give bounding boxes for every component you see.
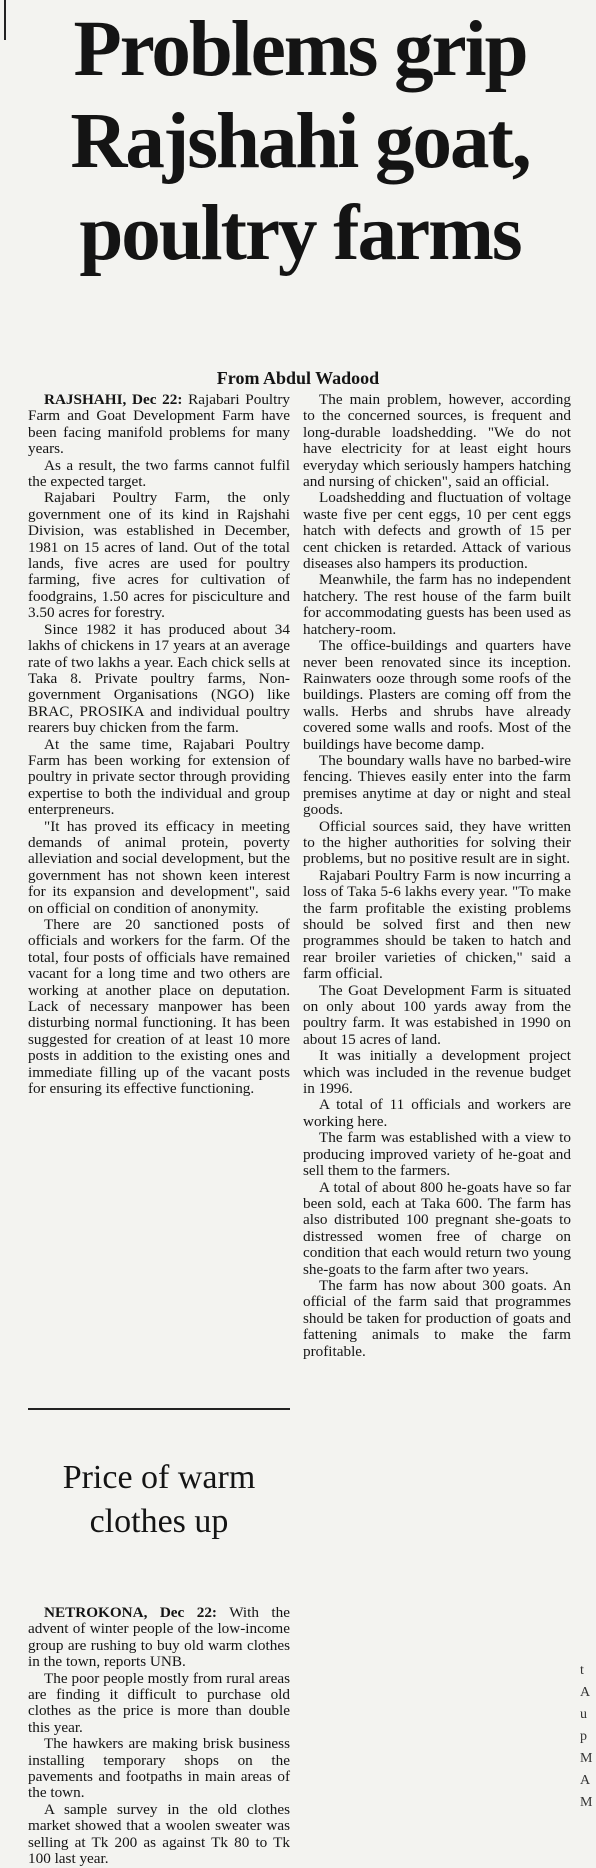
paragraph: The farm has now about 300 goats. An official of the farm said that programmes should be taken for production of goats and fattening animals to make the farm profitable.	[303, 1276, 571, 1360]
fragment-letter: M	[580, 1751, 593, 1766]
paragraph: Rajabari Poultry Farm, the only government one of its kind in Rajshahi Division, was established in December, 1981 on 15 acres of land. Out of the total lands, five acres are used for poultry farming, five acres for cultivation of foodgrains, 1.50 acres for pisciculture and 3.50 acres for forestry.	[28, 489, 290, 622]
paragraph	[28, 1605, 290, 1671]
paragraph: At the same time, Rajabari Poultry Farm has been working for extension of poultry in private sector through providing expertise to both the individual and group enterpreneurs.	[28, 735, 290, 819]
side-story-title-line: Price of warm	[62, 1459, 256, 1496]
paragraph: The main problem, however, according to the concerned sources, is frequent and long-durable loadshedding. "We do not have electricity for at least eight hours everyday which seriously hampers hatching and nursing of chicken", said an official.	[303, 391, 571, 491]
main-story-right-column	[303, 392, 571, 1771]
fragment-letter: A	[580, 1685, 591, 1700]
paragraph: The boundary walls have no barbed-wire fencing. Thieves easily enter into the farm premises anytime at day or night and steal goods.	[303, 751, 571, 819]
byline: From Abdul Wadood	[216, 368, 380, 388]
paragraph: Rajabari Poultry Farm is now incurring a loss of Taka 5-6 lakhs every year. "To make the farm profitable the existing problems should be solved first and then new programmes should be taken to hatch and rear broiler varieties of chicken," said a farm official.	[303, 866, 571, 983]
paragraph: Since 1982 it has produced about 34 lakhs of chickens in 17 years at an average rate of two lakhs a year. Each chick sells at Taka 8. Private poultry farms, Non-government Organisations (NGO) like BRAC, PROSIKA and individual poultry rearers buy chicken from the farm.	[28, 620, 290, 737]
paragraph: Meanwhile, the farm has no independent hatchery. The rest house of the farm built for accommodating guests has been used as hatchery-room.	[303, 571, 571, 638]
fragment-letter: A	[580, 1773, 591, 1788]
main-story-left-column	[28, 392, 290, 1402]
side-story-title-line: clothes up	[89, 1503, 229, 1540]
paragraph: A total of about 800 he-goats have so far been sold, each at Taka 600. The farm has also distributed 100 pregnant she-goats to distressed women free of charge on condition that each would return two young she-goats to the farm after two years.	[303, 1178, 571, 1278]
paragraph: A total of 11 officials and workers are working here.	[303, 1096, 571, 1130]
paragraph: A sample survey in the old clothes market showed that a woolen sweater was selling at Tk 200 as against Tk 80 to Tk 100 last year.	[28, 1800, 290, 1868]
paragraph: The hawkers are making brisk business installing temporary shops on the pavements and footpaths in main areas of the town.	[28, 1735, 290, 1802]
paragraph-text: With the advent of winter people of the low-income group are rushing to buy old warm clothes in the town, reports UNB.	[28, 1604, 290, 1671]
adjacent-column-fragment	[580, 1660, 596, 1814]
column-border	[4, 0, 6, 40]
headline-line: Problems grip	[73, 6, 527, 93]
paragraph: The poor people mostly from rural areas are finding it difficult to purchase old clothes as the price is more than double this year.	[28, 1669, 290, 1736]
paragraph: The Goat Development Farm is situated on only about 100 yards away from the poultry farm. It was estabished in 1990 on about 15 acres of land.	[303, 981, 571, 1048]
paragraph: Official sources said, they have written to the higher authorities for solving their problems, but no positive result are in sight.	[303, 817, 571, 868]
paragraph: As a result, the two farms cannot fulfil the expected target.	[28, 456, 290, 491]
fragment-letter: t	[580, 1663, 584, 1678]
fragment-letter: u	[580, 1707, 587, 1722]
side-story-body	[28, 1604, 290, 1868]
paragraph	[28, 392, 290, 458]
paragraph-text: Rajabari Poultry Farm and Goat Development Farm have been facing manifold problems for many years.	[28, 391, 291, 458]
headline-line: poultry farms	[79, 190, 521, 277]
headline-line: Rajshahi goat,	[70, 98, 530, 185]
paragraph: "It has proved its efficacy in meeting demands of animal protein, poverty alleviation and social development, but the government has not shown keen interest for its expansion and development", said on official on condition of anonymity.	[28, 817, 290, 917]
dateline: NETROKONA, Dec 22:	[44, 1604, 217, 1621]
paragraph: It was initially a development project which was included in the revenue budget in 1996.	[303, 1047, 571, 1098]
section-divider	[28, 1408, 290, 1410]
side-story-title	[28, 1456, 290, 1544]
paragraph: There are 20 sanctioned posts of officials and workers for the farm. Of the total, four posts of officials have remained vacant for a long time and two others are working at another place on deputation. Lack of necessary manpower has been disturbing normal functioning. It has been suggested for creation of at least 10 more posts in addition to the existing ones and immediate filling up of the vacant posts for ensuring its effective functioning.	[28, 916, 290, 1098]
dateline: RAJSHAHI, Dec 22:	[44, 391, 183, 408]
headline	[10, 4, 590, 280]
paragraph: The office-buildings and quarters have never been renovated since its inception. Rainwaters ooze through some roofs of the buildings. Plasters are coming off from the walls. Herbs and shrubs have already covered some walls and roofs. Most of the buildings have become damp.	[303, 637, 571, 753]
fragment-letter: p	[580, 1729, 587, 1744]
paragraph: Loadshedding and fluctuation of voltage waste five per cent eggs, 10 per cent eggs hatch with defects and growth of 15 per cent chicken is retarded. Attack of various diseases also hampers its production.	[303, 489, 571, 573]
fragment-letter: M	[580, 1795, 593, 1810]
paragraph: The farm was established with a view to producing improved variety of he-goat and sell them to the farmers.	[303, 1129, 571, 1180]
